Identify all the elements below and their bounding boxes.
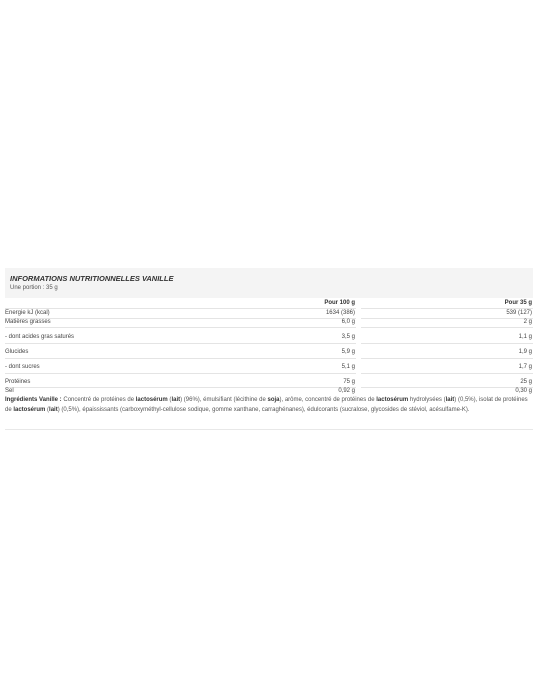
table-row [5,318,533,327]
value-per-100g: 75 g [343,379,355,385]
nutrient-label: Protéines [5,379,31,385]
allergen-highlight: lactosérum [13,406,46,413]
divider [361,327,533,328]
divider [361,373,533,374]
allergen-highlight: lait [445,397,455,403]
value-per-100g: 6,0 g [341,319,355,325]
ingredients-heading: Ingrédients Vanille : [5,397,62,403]
value-per-portion: 1,9 g [518,349,532,355]
divider [5,373,356,374]
value-per-100g: 3,5 g [341,334,355,340]
column-header-per-portion: Pour 35 g [504,300,532,306]
ingredients-segment: ) (96%), émulsifiant (lécithine de [180,397,268,403]
table-row [5,363,533,372]
ingredients-segment: ), arôme, concentré de protéines de [279,397,377,403]
value-per-100g: 5,9 g [341,349,355,355]
ingredients-segment: ) (0,5%), isolat de protéines de [5,397,528,413]
value-per-portion: 25 g [520,379,532,385]
nutrient-label: Sel [5,388,14,394]
allergen-highlight: soja [267,397,280,403]
table-row [5,333,533,342]
divider [361,343,533,344]
table-row [5,309,533,318]
nutrient-label: Matières grasses [5,319,51,325]
value-per-portion: 539 (127) [506,310,532,316]
value-per-portion: 0,30 g [515,388,532,394]
divider [5,327,356,328]
nutrition-header [5,268,533,298]
allergen-highlight: lait [171,397,181,403]
table-header-row [5,299,533,308]
divider [5,343,356,344]
ingredients-segment: hydrolysées ( [408,397,446,403]
ingredients-segment: ( [167,397,172,403]
value-per-100g: 1634 (386) [325,310,355,316]
allergen-highlight: lait [49,406,58,413]
value-per-100g: 5,1 g [341,364,355,370]
table-row [5,348,533,357]
allergen-highlight: lactosérum [135,397,168,403]
allergen-highlight: lactosérum [376,397,409,403]
table-row [5,387,533,396]
value-per-100g: 0,92 g [338,388,355,394]
ingredients-text [5,396,531,415]
divider [5,358,356,359]
divider [361,358,533,359]
value-per-portion: 1,7 g [518,364,532,370]
table-row [5,378,533,387]
panel-title: INFORMATIONS NUTRITIONNELLES VANILLE [10,274,174,283]
nutrient-label: - dont acides gras saturés [5,334,75,340]
nutrient-label: - dont sucres [5,364,40,370]
ingredients-segment: ( [45,406,50,413]
nutrient-label: Energie kJ (kcal) [5,310,50,316]
nutrient-label: Glucides [5,349,29,355]
column-header-per-100g: Pour 100 g [324,300,355,306]
ingredients-segment: Concentré de protéines de [61,397,136,403]
portion-size: Une portion : 35 g [10,285,58,291]
value-per-portion: 1,1 g [518,334,532,340]
value-per-portion: 2 g [523,319,532,325]
ingredients-segment: ) (0,5%), épaississants (carboxyméthyl-cellulose sodique, gomme xanthane, carraghénanes), édulcorants (sucralose, glycosides de stéviol, acésulfame-K). [57,406,470,413]
nutrition-panel [5,268,533,430]
divider [5,429,533,430]
